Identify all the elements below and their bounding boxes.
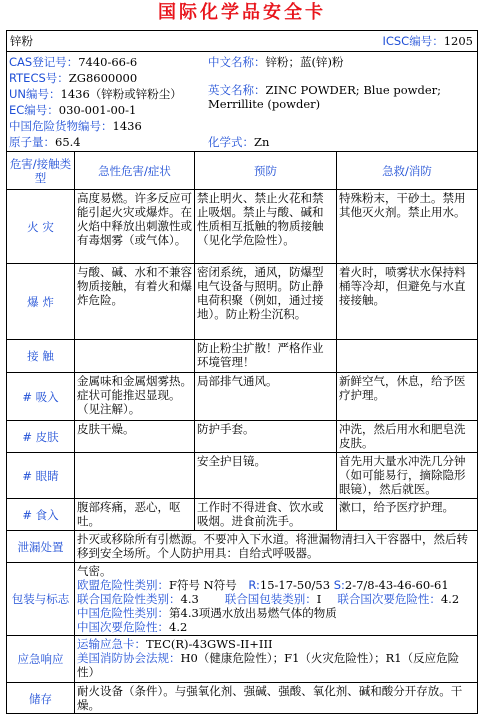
header-aid: 急救/消防 bbox=[382, 163, 432, 178]
packaging-text bbox=[75, 563, 477, 635]
formula-label: 化学式： bbox=[208, 135, 254, 149]
cn-danger-label: 中国危险货物编号： bbox=[9, 119, 113, 133]
cn-sub-value: 4.2 bbox=[169, 620, 188, 634]
eu-s-value: 2-7/8-43-46-60-61 bbox=[344, 578, 449, 592]
un-sub-label: 联合国次要危险性： bbox=[337, 592, 441, 606]
un-sub-value: 4.2 bbox=[440, 592, 460, 606]
un-class-label: 联合国危险性类别： bbox=[77, 592, 181, 606]
nfpa-value: H0（健康危险性）；F1（火灾危险性）；R1（反应危险性） bbox=[77, 651, 460, 679]
cas-line bbox=[9, 55, 137, 69]
icsc-label: ICSC编号： bbox=[382, 34, 444, 48]
weight-line bbox=[9, 135, 81, 149]
row-acute bbox=[75, 453, 195, 498]
un-class-value: 4.3 bbox=[180, 592, 199, 606]
spill-row bbox=[7, 531, 477, 563]
eu-s-label: S: bbox=[333, 578, 345, 592]
row-category: # 食入 bbox=[7, 499, 75, 530]
header-acute: 急性危害/症状 bbox=[75, 152, 195, 189]
spill-text: 扑灭或移除所有引燃源。不要冲入下水道。将泄漏物清扫入干容器中，然后转移到安全场所。个人防护用具：自给式呼吸器。 bbox=[77, 532, 468, 560]
cn-class-label: 中国危险性类别： bbox=[77, 606, 169, 620]
spill-category: 泄漏处置 bbox=[7, 531, 75, 562]
card-title: 国际化学品安全卡 bbox=[158, 2, 326, 23]
rtecs-label: RTECS号： bbox=[9, 71, 69, 85]
row-aid: 着火时，喷雾状水保持料桶等冷却，但避免与水直接接触。 bbox=[339, 265, 466, 307]
formula-value: Zn bbox=[254, 135, 270, 149]
row-prevent: 防止粉尘扩散！严格作业环境管理！ bbox=[195, 340, 337, 372]
english-name-label: 英文名称： bbox=[208, 83, 266, 97]
chinese-name-label: 中文名称： bbox=[208, 55, 266, 69]
eu-r-value: 15-17-50/53 bbox=[259, 578, 331, 592]
row-acute: 皮肤干燥。 bbox=[75, 421, 195, 452]
un-pack-value: I bbox=[316, 592, 322, 606]
rtecs-value: ZG8600000 bbox=[68, 71, 138, 85]
emergency-row bbox=[7, 636, 477, 683]
row-prevent: 禁止明火、禁止火花和禁止吸烟。禁止与酸、碱和性质相互抵触的物质接触（见化学危险性）。 bbox=[195, 190, 337, 263]
packaging-eu-line bbox=[77, 578, 475, 592]
row-category: # 吸入 bbox=[7, 373, 75, 420]
emergency-category: 应急响应 bbox=[7, 636, 75, 682]
row-acute: 高度易燃。许多反应可能引起火灾或爆炸。在火焰中释放出刺激性或有毒烟雾（或气体）。 bbox=[75, 190, 195, 263]
safety-card bbox=[6, 30, 478, 714]
table-row bbox=[7, 499, 477, 531]
icsc-number bbox=[382, 34, 473, 48]
row-category: 接 触 bbox=[7, 340, 75, 372]
table-row bbox=[7, 373, 477, 421]
table-row bbox=[7, 453, 477, 499]
header-type: 危害/接触类型 bbox=[7, 152, 75, 189]
name-row bbox=[7, 31, 477, 52]
row-prevent: 安全护目镜。 bbox=[195, 453, 337, 498]
table-row bbox=[7, 190, 477, 264]
rtecs-line bbox=[9, 71, 137, 85]
english-name-line bbox=[208, 83, 473, 111]
row-aid: 新鲜空气，休息，给予医疗护理。 bbox=[339, 374, 466, 402]
row-aid: 漱口，给予医疗护理。 bbox=[339, 500, 454, 514]
packaging-category: 包装与标志 bbox=[7, 563, 75, 635]
row-category: 火 灾 bbox=[7, 190, 75, 263]
icsc-value: 1205 bbox=[443, 34, 473, 48]
row-acute bbox=[75, 340, 195, 372]
eu-value: F符号 N符号 bbox=[169, 578, 237, 592]
weight-label: 原子量： bbox=[9, 135, 55, 149]
cn-danger-line bbox=[9, 119, 142, 133]
chinese-name-line bbox=[208, 55, 343, 69]
storage-category: 储存 bbox=[7, 683, 75, 714]
cn-danger-value: 1436 bbox=[112, 119, 142, 133]
nfpa-label: 美国消防协会法规： bbox=[77, 651, 181, 665]
table-row bbox=[7, 340, 477, 373]
substance-name: 锌粉 bbox=[10, 34, 33, 48]
row-category: # 皮肤 bbox=[7, 421, 75, 452]
eu-r-label: R: bbox=[248, 578, 260, 592]
row-prevent: 密闭系统，通风，防爆型电气设备与照明。防止静电荷积聚（例如，通过接地）。防止粉尘沉积。 bbox=[195, 264, 337, 339]
header-prevent: 预防 bbox=[195, 152, 337, 189]
row-acute: 与酸、碱、水和不兼容物质接触，有着火和爆炸危险。 bbox=[75, 264, 195, 339]
cas-label: CAS登记号： bbox=[9, 55, 79, 69]
emergency-text bbox=[75, 636, 477, 682]
row-aid: 首先用大量水冲洗几分钟（如可能易行，摘除隐形眼镜），然后就医。 bbox=[339, 454, 466, 496]
transport-value: TEC(R)-43GWS-II+III bbox=[146, 637, 273, 651]
chinese-name-value: 锌粉；蓝(锌)粉 bbox=[265, 55, 344, 69]
row-prevent: 工作时不得进食、饮水或吸烟。进食前洗手。 bbox=[195, 499, 337, 530]
formula-line bbox=[208, 135, 269, 149]
cn-class-value: 第4.3项遇水放出易燃气体的物质 bbox=[169, 606, 337, 620]
storage-text: 耐火设备（条件）。与强氧化剂、强碱、强酸、氧化剂、碱和酸分开存放。干燥。 bbox=[77, 684, 463, 712]
transport-label: 运输应急卡： bbox=[77, 637, 146, 651]
row-prevent: 防护手套。 bbox=[195, 421, 337, 452]
table-row bbox=[7, 421, 477, 453]
cas-value: 7440-66-6 bbox=[78, 55, 138, 69]
row-acute: 金属味和金属烟雾热。症状可能推迟显现。（见注解）。 bbox=[75, 373, 195, 420]
row-category: 爆 炸 bbox=[7, 264, 75, 339]
packaging-row bbox=[7, 563, 477, 636]
storage-row bbox=[7, 683, 477, 714]
row-aid bbox=[337, 340, 477, 372]
eu-label: 欧盟危险性类别： bbox=[77, 578, 169, 592]
packaging-line1: 气密。 bbox=[77, 564, 112, 578]
weight-value: 65.4 bbox=[55, 135, 81, 149]
row-aid: 特殊粉末，干砂土。禁用其他灭火剂。禁止用水。 bbox=[339, 191, 466, 219]
identifier-block bbox=[7, 52, 477, 152]
transport-line bbox=[77, 637, 475, 651]
packaging-cn-line bbox=[77, 606, 475, 620]
english-name-value: ZINC POWDER; Blue powder; Merrillite (powder) bbox=[208, 83, 442, 111]
nfpa-line bbox=[77, 651, 475, 679]
row-acute: 腹部疼痛，恶心，呕吐。 bbox=[75, 499, 195, 530]
ec-label: EC编号： bbox=[9, 103, 59, 117]
table-row bbox=[7, 264, 477, 340]
un-pack-label: 联合国包装类别： bbox=[224, 592, 317, 606]
un-value: 1436（锌粉或锌粉尘） bbox=[60, 87, 182, 101]
packaging-cn-sub-line bbox=[77, 620, 475, 634]
un-line bbox=[9, 87, 182, 101]
row-aid: 冲洗，然后用水和肥皂洗皮肤。 bbox=[339, 422, 466, 450]
ec-value: 030-001-00-1 bbox=[58, 103, 137, 117]
cn-sub-label: 中国次要危险性： bbox=[77, 620, 169, 634]
table-header bbox=[7, 152, 477, 190]
ec-line bbox=[9, 103, 136, 117]
row-category: # 眼睛 bbox=[7, 453, 75, 498]
packaging-un-line bbox=[77, 592, 475, 606]
un-label: UN编号： bbox=[9, 87, 61, 101]
row-prevent: 局部排气通风。 bbox=[195, 373, 337, 420]
